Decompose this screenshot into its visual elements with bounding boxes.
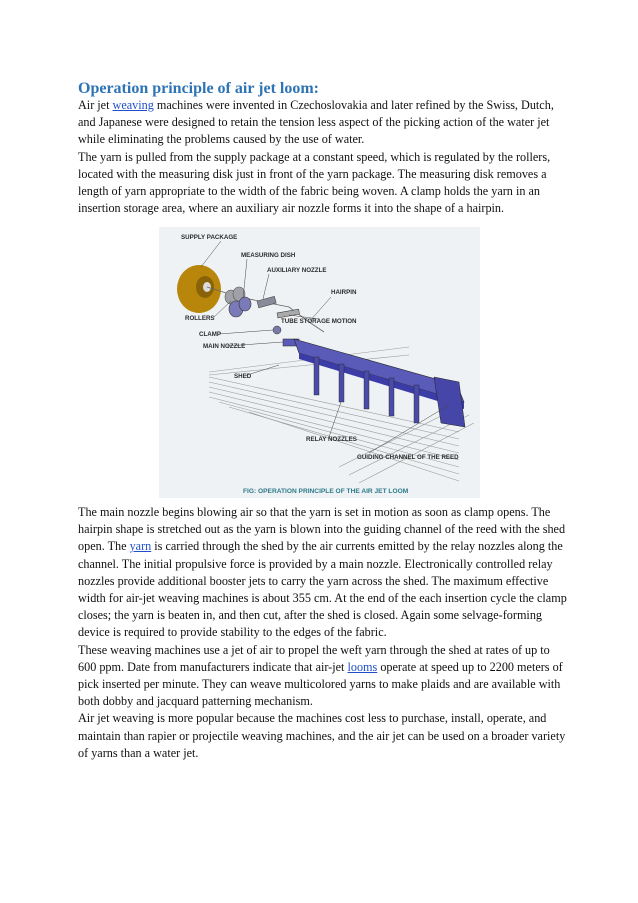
label-relay-nozzles: RELAY NOZZLES — [306, 436, 357, 443]
label-auxiliary-nozzle: AUXILIARY NOZZLE — [267, 267, 327, 274]
operation-text-1: The main nozzle begins blowing air so that the yarn is set in motion as soon as clamp opens. The hairpin shape is stretched out as the yarn is blown into the guiding channel of the reed with the shed open. The — [78, 505, 566, 554]
operation-text-3: These weaving machines use a jet of air to propel the weft yarn through the shed at rates of up to 600 ppm. Date from manufacturers indicate that air-jet — [78, 642, 550, 674]
looms-link[interactable]: looms — [347, 659, 378, 674]
intro-text-1: Air jet — [78, 98, 113, 112]
intro-text-2: machines were invented in Czechoslovakia and later refined by the Swiss, Dutch, and Japanese were designed to retain the tension less aspect of the picking action of the water jet while eliminating the problems caused by the use of water. — [78, 98, 554, 147]
label-tube-storage-motion: TUBE STORAGE MOTION — [281, 318, 357, 325]
yarn-link[interactable]: yarn — [129, 539, 152, 554]
figure-caption: FIG: OPERATION PRINCIPLE OF THE AIR JET LOOM — [243, 488, 409, 495]
label-hairpin: HAIRPIN — [331, 289, 357, 296]
operation-text-4: operate at speed up to 2200 meters of pick inserted per minute. They can weave multicolored yarns to make plaids and are available with both dobby and jacquard patterning mechanism. — [78, 659, 563, 709]
clamp-shape — [273, 326, 281, 334]
operation-paragraph — [78, 504, 568, 762]
label-measuring-dish: MEASURING DISH — [241, 252, 296, 259]
label-guiding-channel: GUIDING CHANNEL OF THE REED — [357, 454, 459, 461]
weaving-link[interactable]: weaving — [112, 98, 154, 112]
loom-diagram — [159, 227, 480, 498]
label-main-nozzle: MAIN NOZZLE — [203, 343, 246, 350]
operation-text-2: is carried through the shed by the air currents emitted by the relay nozzles along the channel. The initial propulsive force is provided by a main nozzle. Electronically controlled relay nozzles provide additional booster jets to carry the yarn across the shed. The maximum effective width for air-jet weaving machines is about 355 cm. At the end of the each insertion cycle the clamp closes; the yarn is beaten in, and then cut, after the shed is closed. Again some selvage-forming device is required to provide stability to the edges of the fabric. — [78, 539, 567, 640]
label-rollers: ROLLERS — [185, 315, 215, 322]
label-shed: SHED — [234, 373, 252, 380]
operation-text-5: Air jet weaving is more popular because the machines cost less to purchase, install, operate, and maintain than rapier or projectile weaving machines, and the air jet can be used on a broader variety of yarns than a water jet. — [78, 711, 566, 760]
section-heading: Operation principle of air jet loom: — [78, 80, 319, 97]
air-jet-loom-figure — [159, 227, 480, 498]
label-clamp: CLAMP — [199, 331, 221, 338]
label-supply-package: SUPPLY PACKAGE — [181, 234, 238, 241]
intro-text-3: The yarn is pulled from the supply package at a constant speed, which is regulated by the rollers, located with the measuring disk just in front of the yarn package. The measuring disk removes a length of yarn appropriate to the width of the fabric being woven. A clamp holds the yarn in an insertion storage area, where an auxiliary air nozzle forms it into the shape of a hairpin. — [78, 149, 551, 216]
intro-paragraph — [78, 97, 568, 217]
